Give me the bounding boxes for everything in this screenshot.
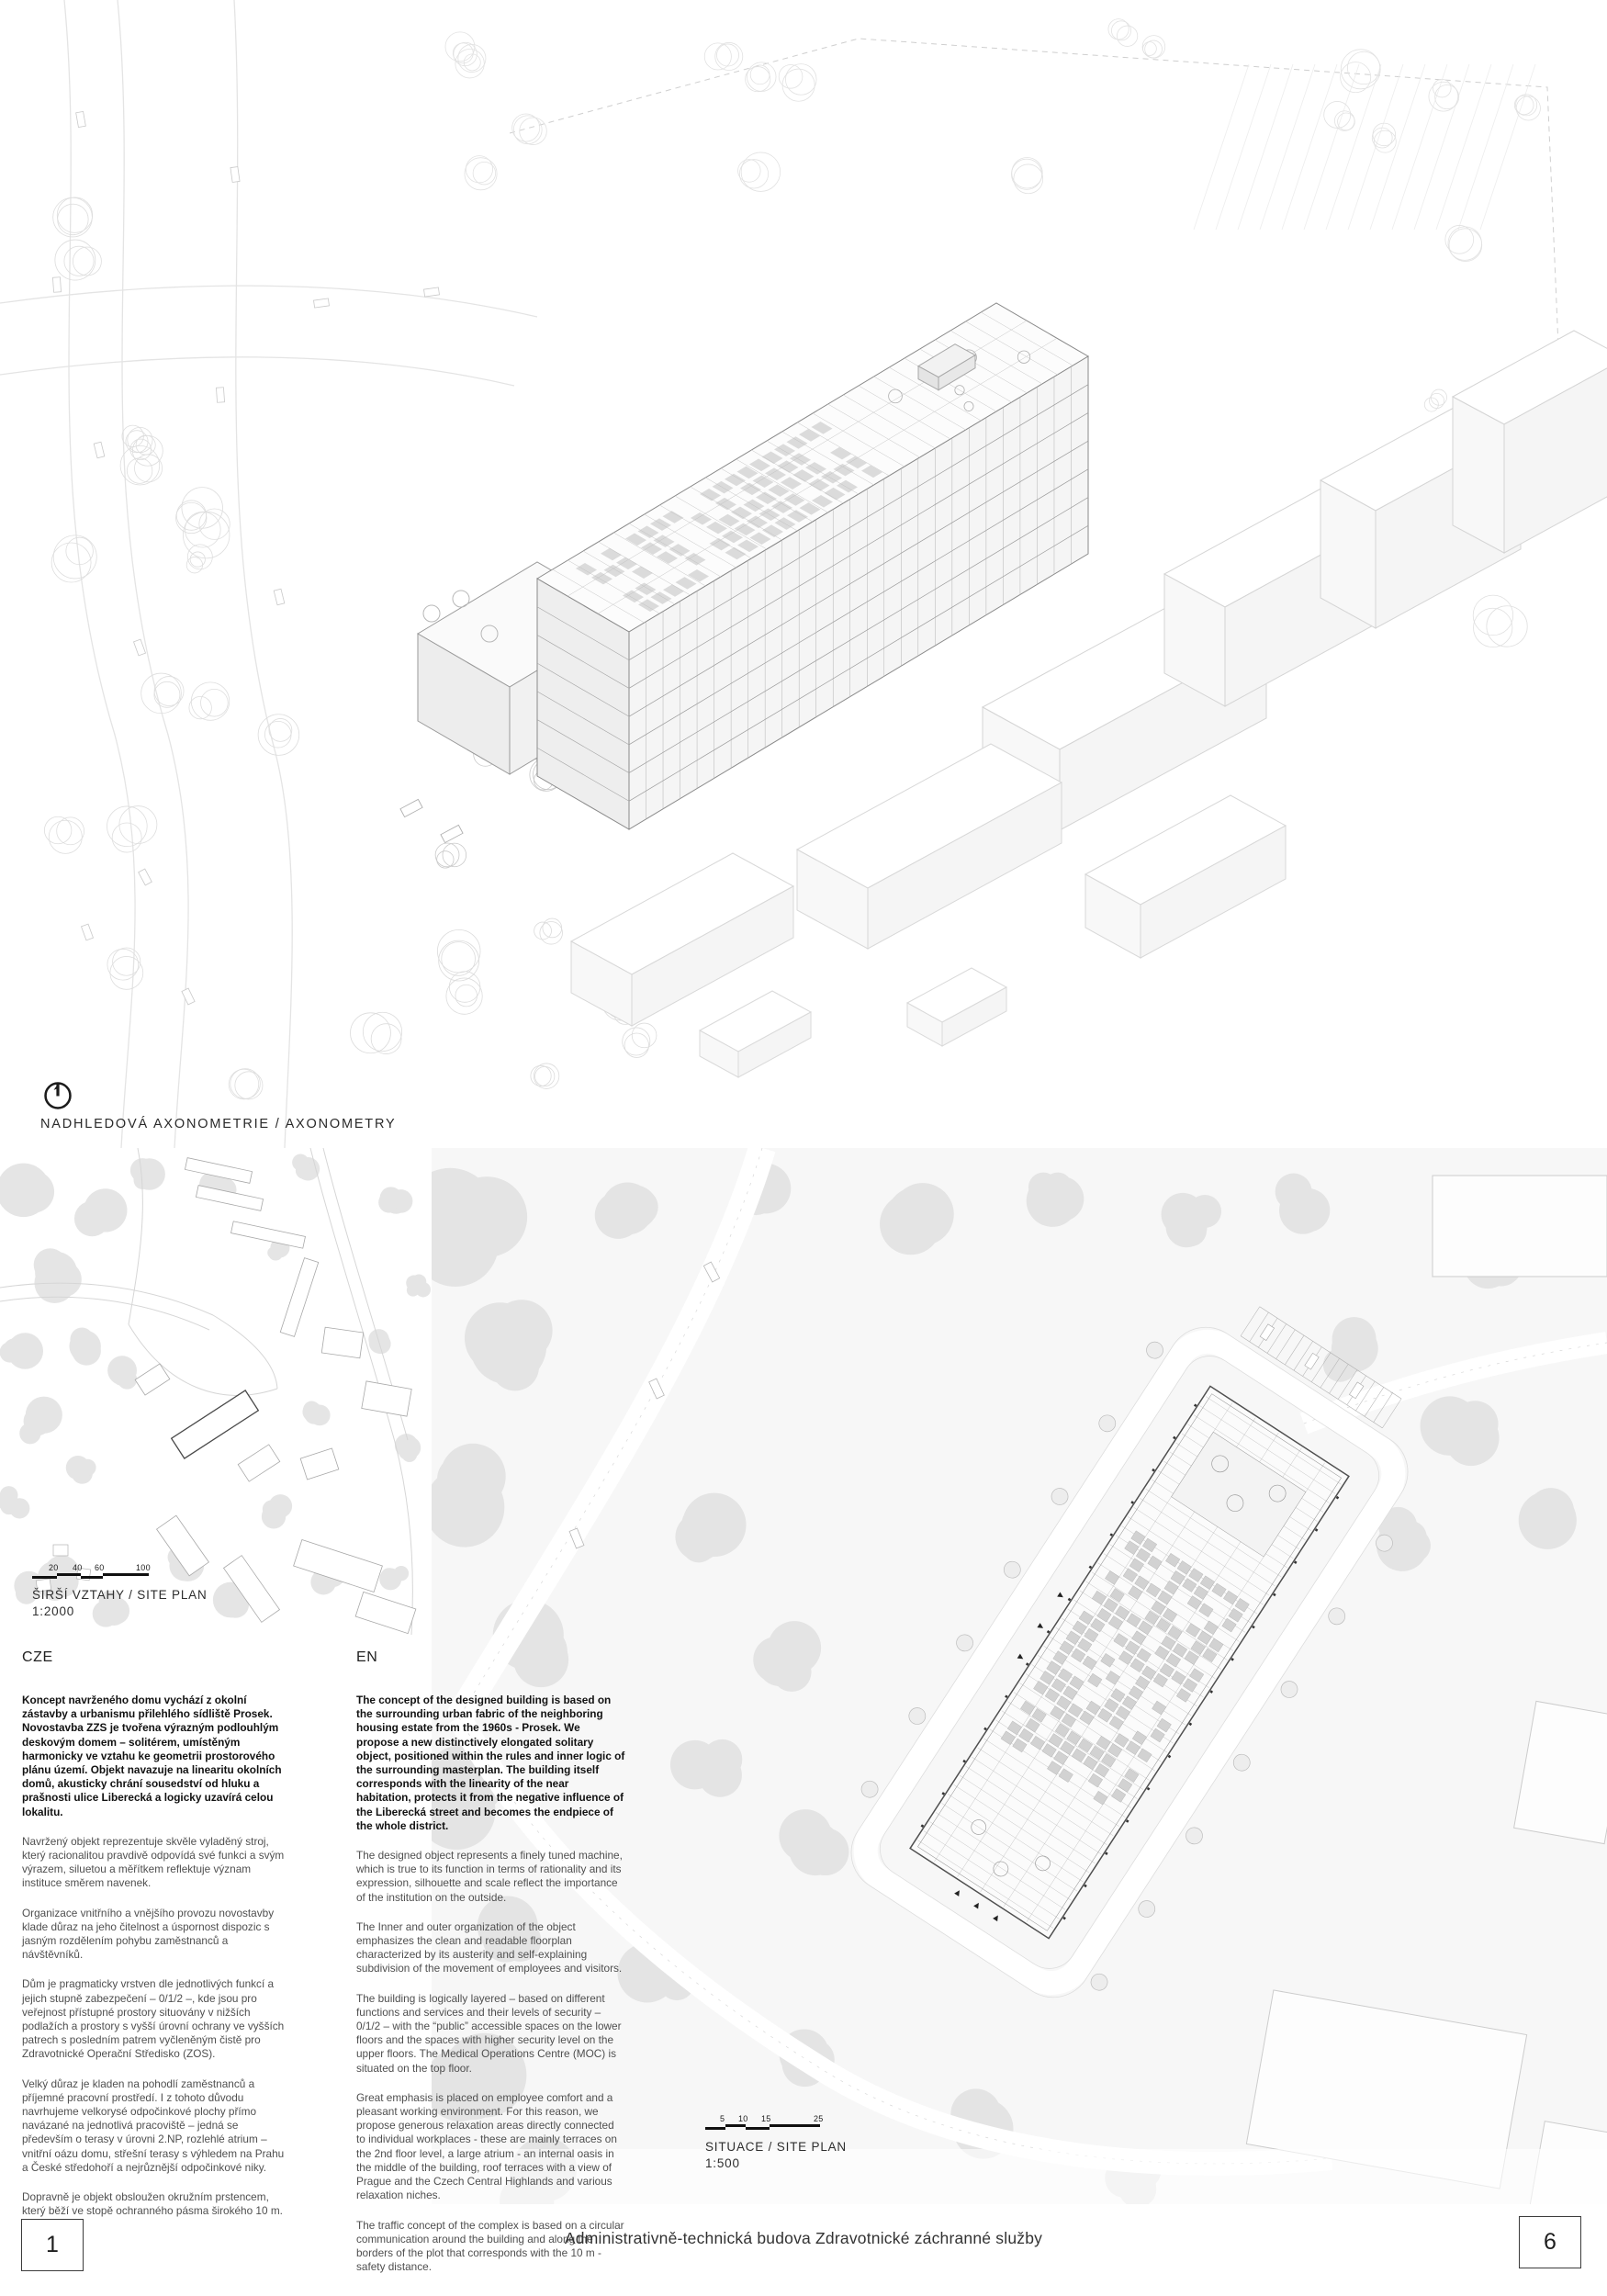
en-paragraph: The concept of the designed building is based on the surrounding urban fabric of the neighboring housing estate from the 1960s - Prosek. We propose a new distinctively elongated solitary object, positioned within the rules and inner logic of the surrounding masterplan. The building itself corresponds with the linearity of the near habitation, protects it from the negative influence of the Liberecká street and becomes the endpiece of the whole district. xyxy=(356,1694,625,1832)
cze-paragraph: Velký důraz je kladen na pohodlí zaměstnanců a příjemné pracovní prostředí. I z tohoto důvodu navrhujeme velkorysé odpočinkové plochy přímo navázané na jednotlivá pracoviště – jedná se především o terasy v úrovni 2.NP, rozlehlé atrium – vnitřní oázu domu, střešní terasy s výhledem na Prahu a České středohoří a nejrůznější odpočinkové niky. xyxy=(22,2077,285,2174)
description-column-en xyxy=(356,1649,625,2290)
scale-tick: 10 xyxy=(738,2114,748,2123)
en-paragraph: The designed object represents a finely tuned machine, which is true to its function in terms of rationality and its expression, silhouette and scale reflect the importance of the institution on the outside. xyxy=(356,1849,623,1904)
description-column-cze xyxy=(22,1649,291,2234)
board-title: Administrativně-technická budova Zdravotnické záchranné služby xyxy=(564,2229,1043,2247)
en-paragraph: The Inner and outer organization of the object emphasizes the clean and readable floorplan characterized by its austerity and self-explaining subdivision of the movement of employees and visitors. xyxy=(356,1919,623,1975)
site-plan-2000-caption: ŠIRŠÍ VZTAHY / SITE PLAN xyxy=(32,1588,208,1602)
scale-tick: 5 xyxy=(720,2114,725,2123)
north-arrow-icon xyxy=(43,1081,73,1110)
cze-paragraph: Dopravně je objekt obsloužen okružním prstencem, který běží ve stopě ochranného pásma širokého 10 m. xyxy=(22,2190,283,2218)
scale-tick: 20 xyxy=(49,1563,59,1572)
site-plan-2000-scale: 1:2000 xyxy=(32,1604,75,1618)
cze-paragraph: Koncept navrženého domu vychází z okolní zástavby a urbanismu přilehlého sídliště Prosek. Novostavba ZZS je tvořena výrazným podlouhlým deskovým domem – solitérem, umístěným harmonicky ve vztahu ke geometrii prostorového plánu území. Objekt navazuje na linearitu okolních domů, akusticky chrání sousedství od hluku a prašnosti ulice Liberecká a logicky uzavírá celou lokalitu. xyxy=(22,1694,282,1818)
site-plan-500-scale: 1:500 xyxy=(705,2156,740,2170)
page-number-box-right: 6 xyxy=(1519,2216,1581,2268)
cze-paragraph: Dům je pragmaticky vrstven dle jednotlivých funkcí a jejich stupně zabezpečení – 0/1/2 –, kde jsou pro veřejnost přístupné prostory situovány v nižších podlažích a prostory s vyšší úrovní ochrany ve vyšších patrech s posledním patrem vyčleněným čistě pro Zdravotnické Operační Středisko (ZOS). xyxy=(22,1977,285,2061)
en-paragraph: The traffic concept of the complex is based on a circular communication around the building and along the borders of the plot that corresponds with the 10 m - safety distance. xyxy=(356,2218,624,2274)
scale-tick: 15 xyxy=(761,2114,771,2123)
scale-bar-500 xyxy=(705,2114,825,2133)
scale-bar-2000 xyxy=(32,1563,152,1581)
cze-paragraph: Organizace vnitřního a vnějšího provozu novostavby klade důraz na jeho čitelnost a úspornost dispozic s jasným rozdělením pohybu zaměstnanců a návštěvníků. xyxy=(22,1906,275,1962)
en-heading: EN xyxy=(356,1649,378,1665)
scale-tick: 40 xyxy=(73,1563,83,1572)
scale-tick: 100 xyxy=(136,1563,151,1572)
cze-paragraph: Navržený objekt reprezentuje skvěle vyladěný stroj, který racionalitou pravdivě odpovídá své funkci a svým výrazem, siluetou a měřítkem reflektuje význam instituce směrem navenek. xyxy=(22,1834,285,1890)
scale-tick: 25 xyxy=(814,2114,824,2123)
en-paragraph: The building is logically layered – based on different functions and services and their levels of security – 0/1/2 – with the “public” accessible spaces on the lower floors and the spaces with higher security level on the upper floors. The Medical Operations Centre (MOC) is situated on the top floor. xyxy=(356,1991,622,2075)
site-plan-2000-drawing xyxy=(0,1148,432,1635)
page-number-box-left: 1 xyxy=(21,2219,84,2271)
site-plan-500-caption: SITUACE / SITE PLAN xyxy=(705,2140,847,2154)
cze-heading: CZE xyxy=(22,1649,53,1665)
scale-tick: 60 xyxy=(95,1563,105,1572)
en-paragraph: Great emphasis is placed on employee comfort and a pleasant working environment. For this reason, we propose generous relaxation areas directly connected to individual workplaces - these are mainly terraces on the 2nd floor level, a large atrium - an internal oasis in the middle of the building, roof terraces with a view of Prague and the Czech Central Highlands and various relaxation niches. xyxy=(356,2090,617,2202)
axonometry-caption: NADHLEDOVÁ AXONOMETRIE / AXONOMETRY xyxy=(40,1117,397,1131)
